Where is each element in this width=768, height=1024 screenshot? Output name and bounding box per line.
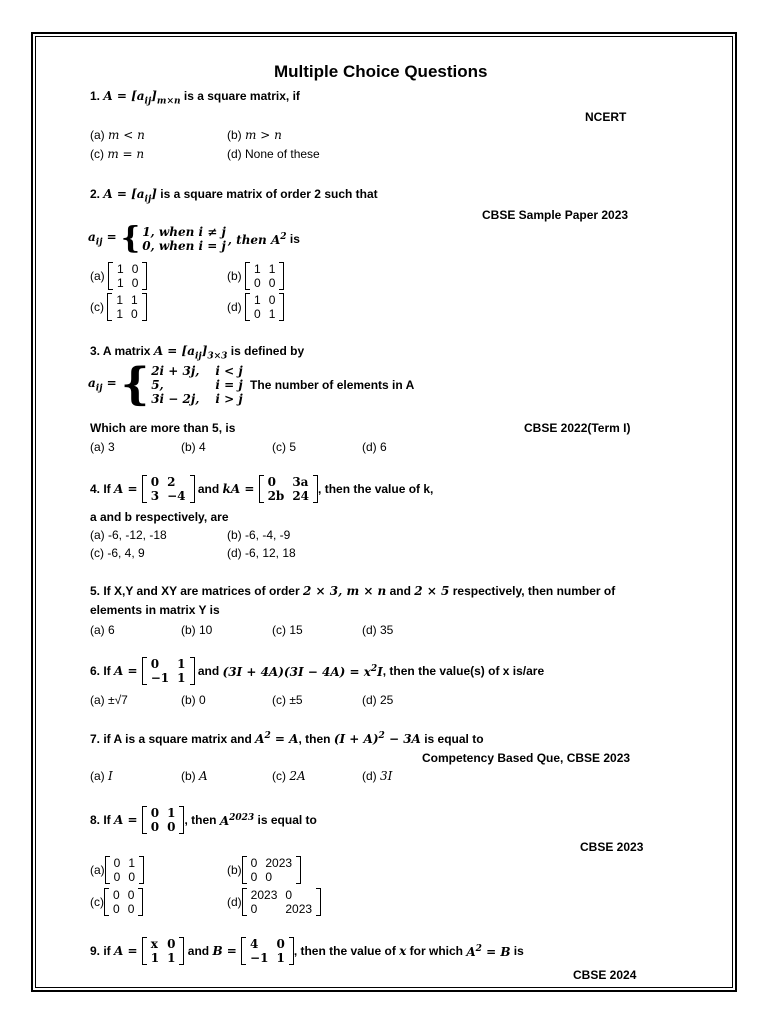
- q1-option-d: (d) None of these: [227, 147, 320, 161]
- matrix: [245, 293, 284, 321]
- matrix: [242, 856, 301, 884]
- matrix: [142, 657, 195, 685]
- matrix-cell: 0: [150, 820, 160, 834]
- q4-option-c: (c) -6, 4, 9: [90, 546, 145, 560]
- question-6: 6. If A = 0 1 −1 1 and $(3I + 4A)(3I - 4A) = x^2I$, then the value(s) of x is/are: [90, 657, 545, 685]
- case-cell: i > j: [215, 392, 243, 406]
- question-7: 7. if A is a square matrix and $A^2 = A$, then $(I + A)^2 - 3A$ is equal to: [90, 731, 484, 746]
- matrix-cell: 2b: [267, 489, 285, 503]
- q2-source: CBSE Sample Paper 2023: [482, 208, 629, 222]
- matrix-cell: 2023: [265, 856, 293, 870]
- q8-option-a: (a) 0 1 0 0: [90, 856, 144, 884]
- matrix-cell: 2: [167, 475, 176, 489]
- matrix-cell: 0: [250, 870, 258, 884]
- q3-option-a: (a) 3: [90, 440, 115, 454]
- matrix-cell: 0: [127, 888, 135, 902]
- q7-option-b: (b) A: [181, 769, 208, 783]
- q5-option-c: (c) 15: [272, 623, 303, 637]
- matrix-cell: 1: [254, 262, 261, 276]
- q8-option-d: (d) 2023 0 0 2023: [227, 888, 321, 916]
- matrix: [242, 888, 321, 916]
- q2-option-a: (a) 1 0 1 0: [90, 262, 147, 290]
- q3-option-d: (d) 6: [362, 440, 387, 454]
- matrix-cell: 0: [267, 475, 276, 489]
- matrix-cell: 3a: [292, 475, 309, 489]
- matrix: [245, 262, 284, 290]
- matrix-cell: 0: [268, 293, 276, 307]
- matrix-cell: 1: [116, 307, 124, 321]
- q3-definition: $a_{ij}$ = { 2i + 3j, i < j 5, i = j 3i − 2j, i > j The number of elements in A: [88, 359, 415, 410]
- matrix-cell: −4: [167, 489, 186, 503]
- q3-line2: Which are more than 5, is: [90, 421, 236, 435]
- case-cell: 3i − 2j,: [151, 392, 200, 406]
- matrix: [142, 937, 185, 965]
- matrix-cell: 0: [150, 806, 160, 820]
- q2-option-d: (d) 1 0 0 1: [227, 293, 284, 321]
- matrix-cell: 0: [167, 937, 176, 951]
- matrix: [142, 475, 195, 503]
- matrix-cell: 0: [127, 902, 135, 916]
- matrix-cell: 0: [268, 276, 276, 290]
- case-cell: 5,: [151, 378, 164, 392]
- matrix-cell: 0: [250, 902, 258, 916]
- question-5: 5. If X,Y and XY are matrices of order 2 × 3, m × n and 2 × 5 respectively, then number of: [90, 584, 616, 598]
- matrix-cell: 0: [113, 902, 120, 916]
- matrix-cell: 1: [117, 262, 124, 276]
- matrix-cell: −1: [150, 671, 170, 685]
- matrix-cell: 0: [254, 276, 261, 290]
- q2-option-b: (b) 1 1 0 0: [227, 262, 284, 290]
- matrix-cell: 1: [268, 262, 276, 276]
- question-1: 1. $A = [a_{ij}]_{m\times n}$ is a square matrix, if: [90, 89, 300, 107]
- page-title: Multiple Choice Questions: [274, 62, 488, 81]
- q7-source: Competency Based Que, CBSE 2023: [422, 751, 631, 765]
- q2-definition: $a_{ij}$ = { 1, when i ≠ j 0, when i = j , then $A^2$ is: [88, 221, 300, 256]
- matrix-cell: 1: [116, 293, 124, 307]
- q3-source: CBSE 2022(Term I): [524, 421, 631, 435]
- matrix-cell: 0: [285, 888, 293, 902]
- matrix-cell: 0: [113, 856, 121, 870]
- matrix-cell: 0: [131, 262, 139, 276]
- matrix: [104, 888, 143, 916]
- question-3: 3. A matrix $A = [a_{ij}]_{3\times 3}$ is defined by: [90, 344, 305, 362]
- matrix-cell: 1: [276, 951, 285, 965]
- q3-option-c: (c) 5: [272, 440, 296, 454]
- q1-option-a: (a) m < n: [90, 128, 145, 142]
- q8-option-b: (b) 0 2023 0 0: [227, 856, 301, 884]
- q6-option-b: (b) 0: [181, 693, 206, 707]
- q5-line2: elements in matrix Y is: [90, 603, 220, 617]
- q1-option-b: (b) m > n: [227, 128, 282, 142]
- matrix-cell: 1: [177, 657, 186, 671]
- question-4: 4. If A = 0 2 3 −4 and kA = 0 3a 2b 24 , then the value of k,: [90, 475, 434, 503]
- matrix-cell: 0: [128, 870, 136, 884]
- matrix: [107, 293, 146, 321]
- matrix-cell: 0: [276, 937, 285, 951]
- q2-option-c: (c) 1 1 1 0: [90, 293, 147, 321]
- matrix-cell: 1: [268, 307, 276, 321]
- matrix-cell: 0: [254, 307, 261, 321]
- q5-option-a: (a) 6: [90, 623, 115, 637]
- matrix-cell: 1: [117, 276, 124, 290]
- question-8: 8. If A = 0 1 0 0 , then $A^{2023}$ is equal to: [90, 806, 317, 834]
- matrix-cell: 3: [150, 489, 160, 503]
- q7-option-c: (c) 2A: [272, 769, 306, 783]
- case-cell: i < j: [215, 364, 243, 378]
- matrix-cell: x: [150, 937, 158, 951]
- question-2: 2. $A = [a_{ij}]$ is a square matrix of order 2 such that: [90, 187, 378, 205]
- matrix-cell: 4: [250, 937, 259, 951]
- matrix-cell: 2023: [250, 888, 278, 902]
- q5-option-b: (b) 10: [181, 623, 213, 637]
- matrix-cell: 1: [150, 951, 160, 965]
- q8-option-c: (c) 0 0 0 0: [90, 888, 143, 916]
- matrix-cell: 2023: [285, 902, 313, 916]
- matrix: [259, 475, 318, 503]
- q8-source: CBSE 2023: [580, 840, 644, 854]
- matrix-cell: 1: [167, 951, 176, 965]
- matrix-cell: 0: [150, 475, 160, 489]
- q6-option-a: (a) ±√7: [90, 693, 128, 707]
- question-9: 9. if A = x 0 1 1 and B = 4 0 −1 1 , then the value of x for which $A^2 = B$ is: [90, 937, 524, 965]
- q9-source: CBSE 2024: [573, 968, 637, 982]
- q4-line2: a and b respectively, are: [90, 510, 229, 524]
- case-cell: i = j: [215, 378, 243, 392]
- matrix-cell: 0: [131, 276, 139, 290]
- matrix: [241, 937, 294, 965]
- q3-option-b: (b) 4: [181, 440, 206, 454]
- q6-option-c: (c) ±5: [272, 693, 303, 707]
- q1-option-c: (c) m = n: [90, 147, 145, 161]
- q7-option-d: (d) 3I: [362, 769, 393, 783]
- matrix: [108, 262, 147, 290]
- case-cell: 2i + 3j,: [151, 364, 200, 378]
- q1-source: NCERT: [585, 110, 627, 124]
- matrix-cell: 0: [150, 657, 160, 671]
- matrix-cell: 0: [250, 856, 258, 870]
- matrix-cell: 1: [177, 671, 186, 685]
- q6-option-d: (d) 25: [362, 693, 394, 707]
- matrix: [142, 806, 185, 834]
- matrix-cell: 0: [113, 888, 120, 902]
- q4-option-a: (a) -6, -12, -18: [90, 528, 167, 542]
- q5-option-d: (d) 35: [362, 623, 394, 637]
- q7-option-a: (a) I: [90, 769, 113, 783]
- matrix-cell: 0: [167, 820, 176, 834]
- matrix-cell: 0: [265, 870, 273, 884]
- matrix-cell: −1: [250, 951, 269, 965]
- q4-option-d: (d) -6, 12, 18: [227, 546, 296, 560]
- matrix: [105, 856, 144, 884]
- matrix-cell: 1: [167, 806, 176, 820]
- matrix-cell: 1: [131, 293, 138, 307]
- matrix-cell: 1: [254, 293, 261, 307]
- matrix-cell: 24: [292, 489, 310, 503]
- q4-option-b: (b) -6, -4, -9: [227, 528, 291, 542]
- matrix-cell: 0: [113, 870, 121, 884]
- matrix-cell: 0: [131, 307, 138, 321]
- matrix-cell: 1: [128, 856, 136, 870]
